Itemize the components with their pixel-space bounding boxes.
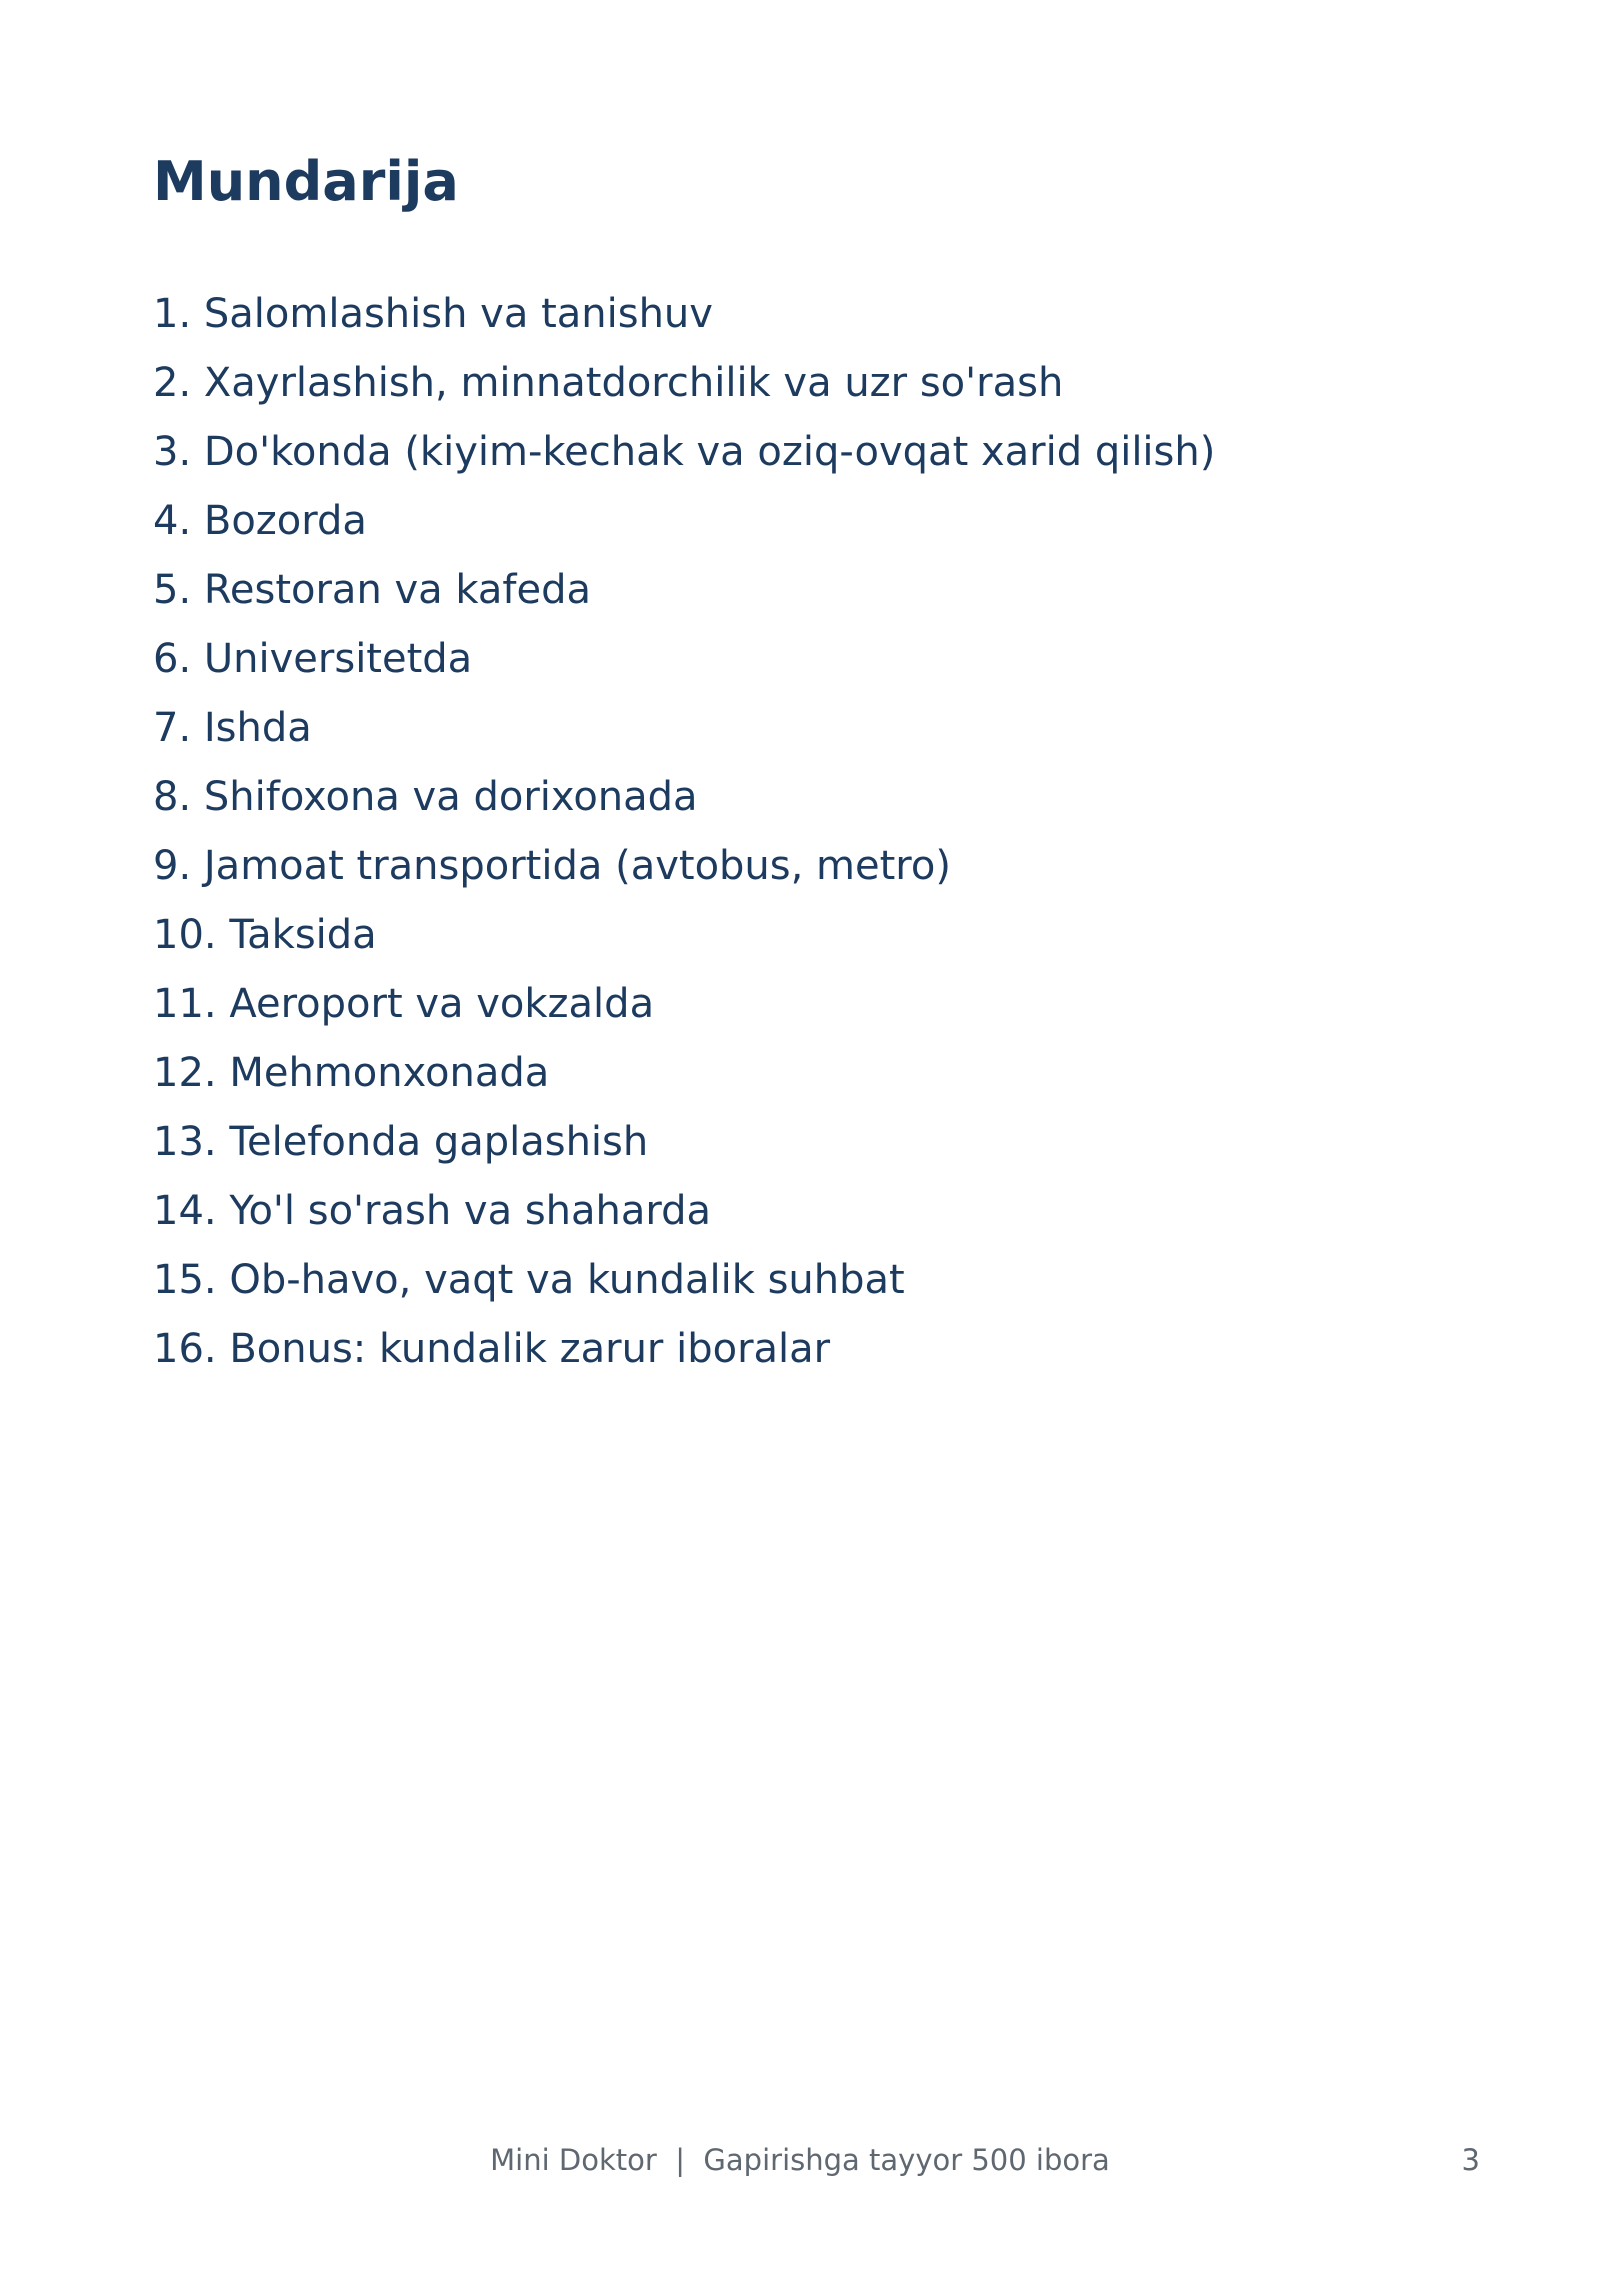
- toc-item: 3. Do'konda (kiyim-kechak va oziq-ovqat xarid qilish): [153, 429, 1216, 475]
- toc-item: 10. Taksida: [153, 912, 377, 958]
- table-of-contents: [153, 280, 1215, 1384]
- toc-item: 16. Bonus: kundalik zarur iboralar: [153, 1326, 831, 1372]
- toc-item: 12. Mehmonxonada: [153, 1050, 550, 1096]
- page-number: 3: [1461, 2143, 1480, 2177]
- toc-item: 6. Universitetda: [153, 636, 473, 682]
- toc-item: 5. Restoran va kafeda: [153, 567, 591, 613]
- toc-item: 11. Aeroport va vokzalda: [153, 981, 655, 1027]
- toc-item: 13. Telefonda gaplashish: [153, 1119, 649, 1165]
- toc-item: 1. Salomlashish va tanishuv: [153, 291, 713, 337]
- page-title: Mundarija: [153, 150, 459, 213]
- toc-item: 9. Jamoat transportida (avtobus, metro): [153, 843, 951, 889]
- toc-item: 2. Xayrlashish, minnatdorchilik va uzr so'rash: [153, 360, 1064, 406]
- toc-item: 7. Ishda: [153, 705, 312, 751]
- toc-item: 14. Yo'l so'rash va shaharda: [153, 1188, 712, 1234]
- footer-text: Mini Doktor | Gapirishga tayyor 500 ibora: [490, 2143, 1110, 2177]
- toc-item: 4. Bozorda: [153, 498, 367, 544]
- toc-item: 8. Shifoxona va dorixonada: [153, 774, 698, 820]
- toc-item: 15. Ob-havo, vaqt va kundalik suhbat: [153, 1257, 905, 1303]
- page-footer: [0, 2140, 1600, 2180]
